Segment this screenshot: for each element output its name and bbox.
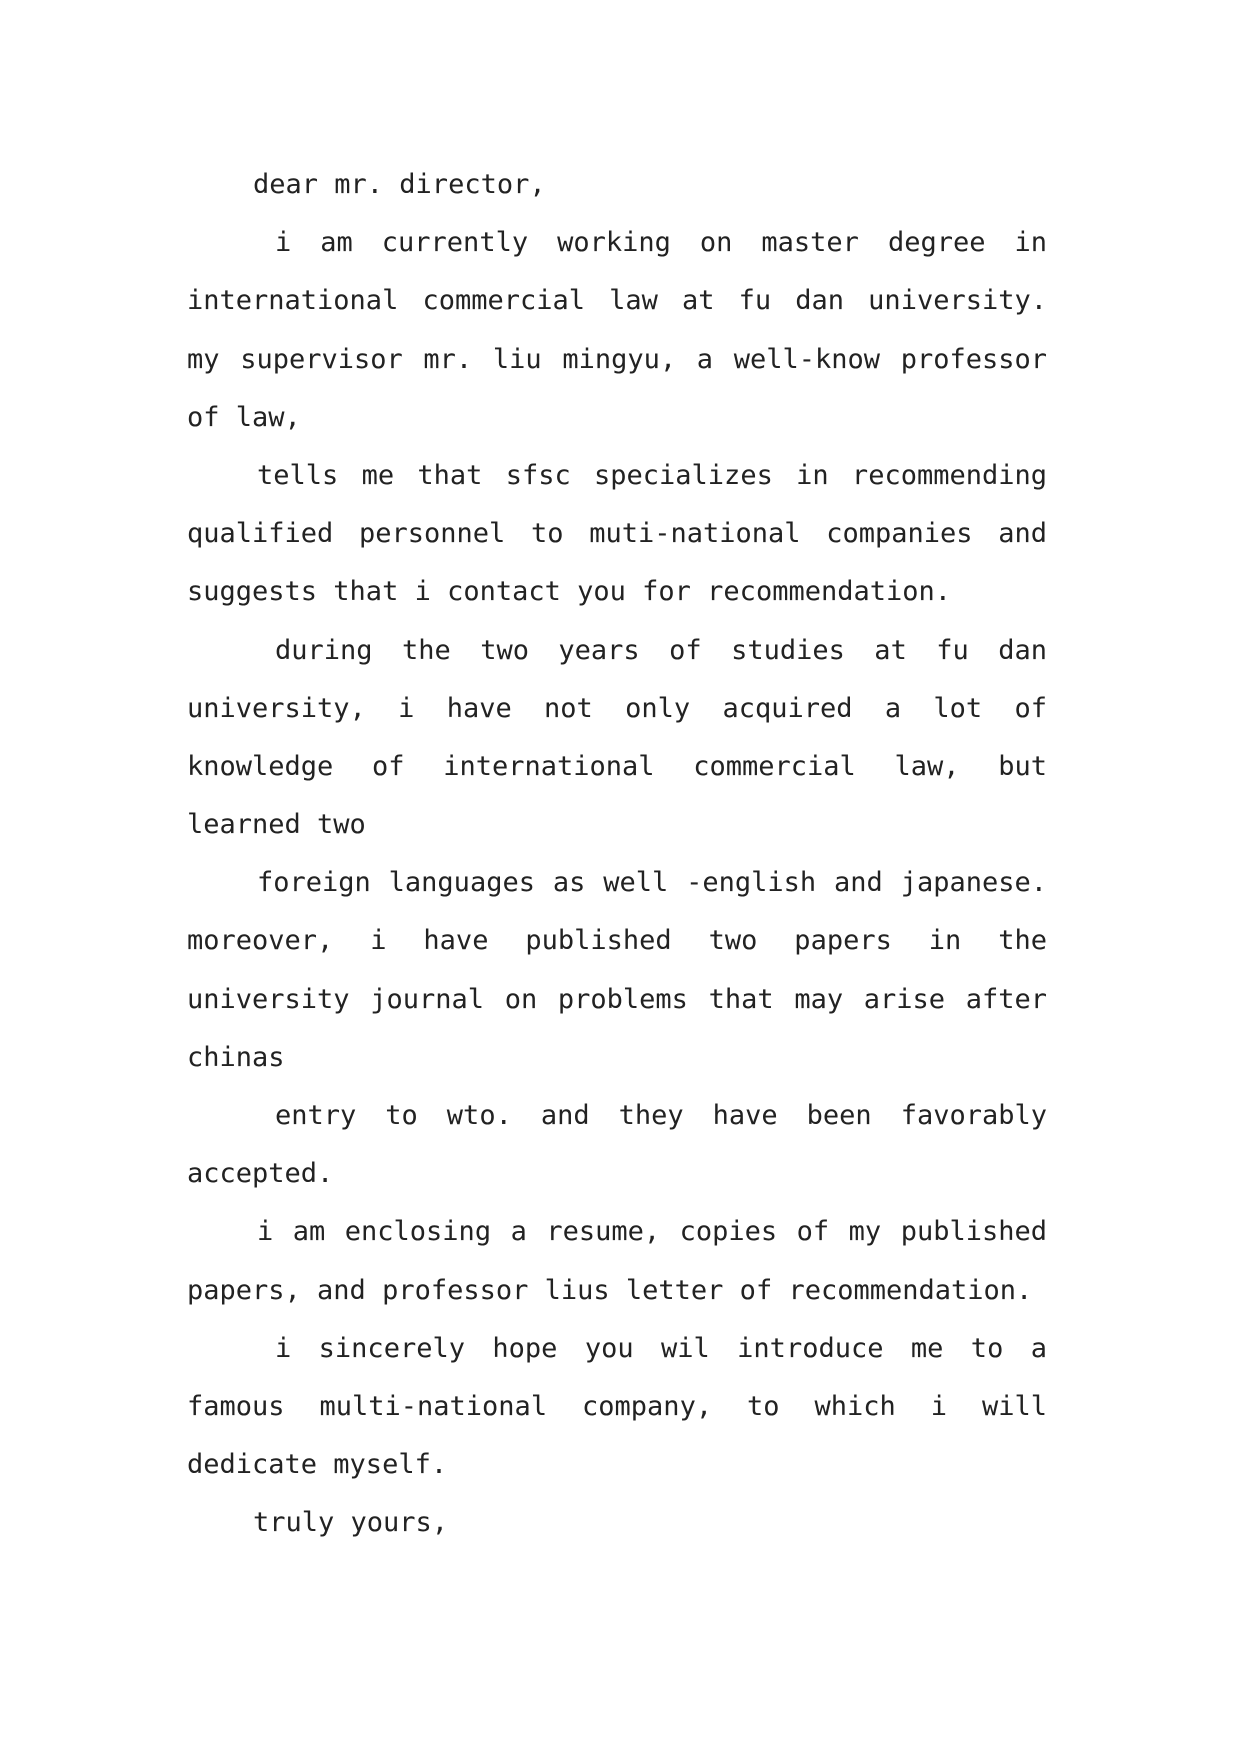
letter-body xyxy=(187,156,1047,1553)
letter-line: foreign languages as well -english and japanese. xyxy=(257,867,1047,899)
letter-line: during the two years of studies at fu dan xyxy=(275,634,1047,666)
closing: truly yours, xyxy=(253,1507,449,1539)
letter-line: of law, xyxy=(187,401,301,433)
letter-line: i am enclosing a resume, copies of my published xyxy=(257,1216,1047,1248)
letter-line: papers, and professor lius letter of recommendation. xyxy=(187,1274,1033,1306)
letter-line: university, i have not only acquired a lot of xyxy=(187,692,1047,724)
letter-line: learned two xyxy=(187,809,366,841)
letter-line: entry to wto. and they have been favorably xyxy=(275,1100,1047,1131)
letter-line: knowledge of international commercial law, but xyxy=(187,750,1047,782)
salutation: dear mr. director, xyxy=(253,169,546,200)
letter-line: tells me that sfsc specializes in recommending xyxy=(257,459,1047,491)
letter-line: famous multi-national company, to which i will xyxy=(187,1390,1047,1422)
letter-line: i am currently working on master degree in xyxy=(275,227,1047,259)
letter-line: suggests that i contact you for recommendation. xyxy=(187,576,952,608)
letter-line: chinas xyxy=(187,1041,285,1073)
letter-line: i sincerely hope you wil introduce me to a xyxy=(275,1332,1047,1364)
letter-line: international commercial law at fu dan university. xyxy=(187,285,1047,317)
letter-line: qualified personnel to muti-national companies and xyxy=(187,518,1047,550)
letter-line: accepted. xyxy=(187,1158,334,1190)
letter-line: dedicate myself. xyxy=(187,1449,448,1481)
letter-line: university journal on problems that may arise after xyxy=(187,983,1047,1015)
letter-line: my supervisor mr. liu mingyu, a well-know professor xyxy=(187,343,1047,375)
letter-line: moreover, i have published two papers in the xyxy=(187,925,1047,957)
